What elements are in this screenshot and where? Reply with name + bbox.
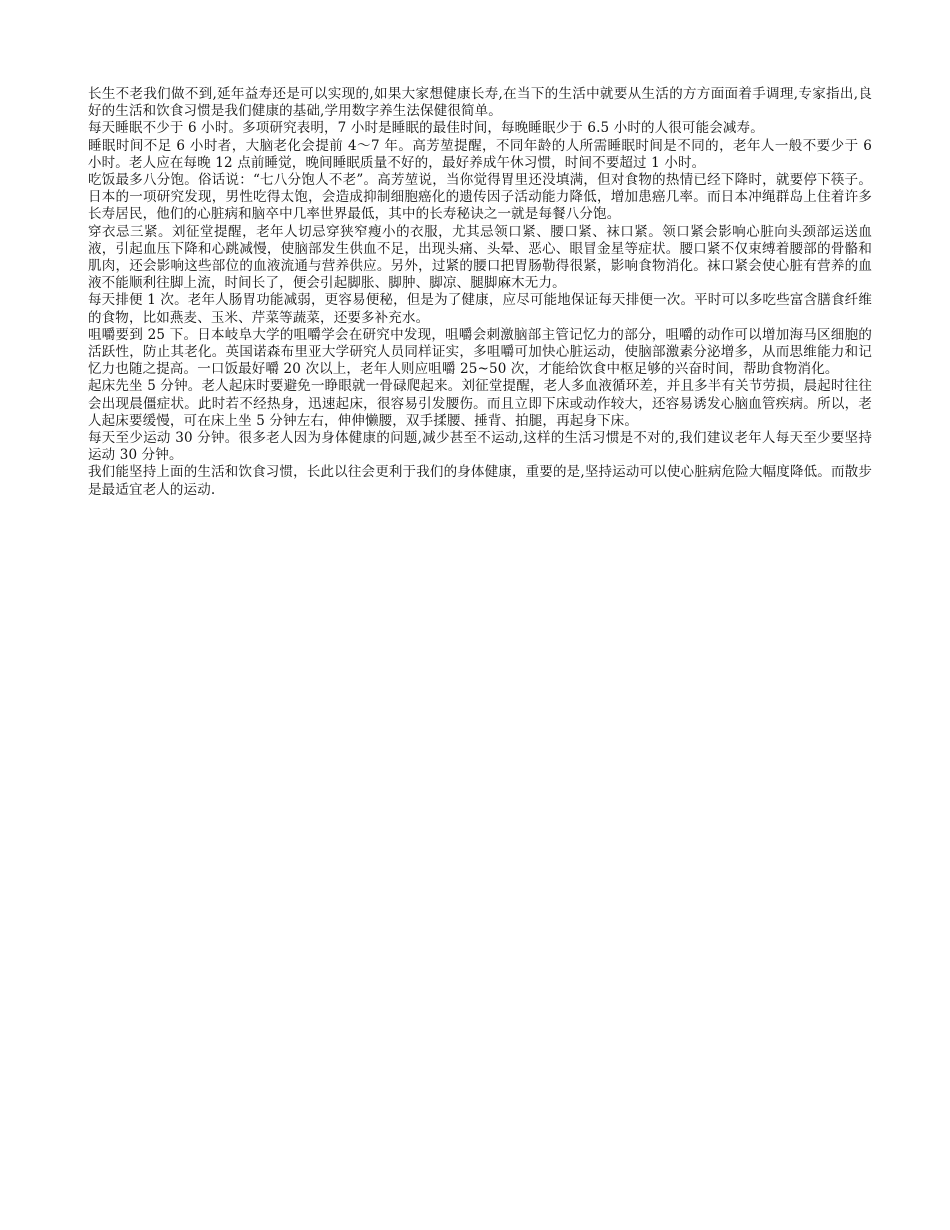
sleep-paragraph: 每天睡眠不少于 6 小时。多项研究表明，7 小时是睡眠的最佳时间，每晚睡眠少于 6.5 小时的人很可能会减寿。 [88,120,764,137]
bowel-paragraph: 每天排便 1 次。老年人肠胃功能减弱，更容易便秘，但是为了健康，应尽可能地保证每天排便一次。平时可以多吃些富含膳食纤维的食物，比如燕麦、玉米、芹菜等蔬菜，还要多补充水。 [88,292,872,326]
intro-paragraph: 长生不老我们做不到,延年益寿还是可以实现的,如果大家想健康长寿,在当下的生活中就要从生活的方方面面着手调理,专家指出,良好的生活和饮食习惯是我们健康的基础,学用数字养生法保健很简单。 [88,86,872,120]
chewing-paragraph: 咀嚼要到 25 下。日本岐阜大学的咀嚼学会在研究中发现，咀嚼会刺激脑部主管记忆力的部分，咀嚼的动作可以增加海马区细胞的活跃性，防止其老化。英国诺森布里亚大学研究人员同样证实，多咀嚼可加快心脏运动，使脑部激素分泌增多，从而思维能力和记忆力也随之提高。一口饭最好嚼 20 次以上，老年人则应咀嚼 25~50 次，才能给饮食中枢足够的兴奋时间，帮助食物消化。 [88,326,872,378]
clothing-paragraph: 穿衣忌三紧。刘征堂提醒，老年人切忌穿狭窄瘦小的衣服，尤其忌领口紧、腰口紧、袜口紧。领口紧会影响心脏向头颈部运送血液，引起血压下降和心跳减慢，使脑部发生供血不足，出现头痛、头晕、恶心、眼冒金星等症状。腰口紧不仅束缚着腰部的骨骼和肌肉，还会影响这些部位的血液流通与营养供应。另外，过紧的腰口把胃肠勒得很紧，影响食物消化。袜口紧会使心脏有营养的血液不能顺利往脚上流，时间长了，便会引起脚胀、脚肿、脚凉、腿脚麻木无力。 [88,223,872,292]
getting-up-paragraph: 起床先坐 5 分钟。老人起床时要避免一睁眼就一骨碌爬起来。刘征堂提醒，老人多血液循环差，并且多半有关节劳损，晨起时往往会出现晨僵症状。此时若不经热身，迅速起床，很容易引发腰伤。而且立即下床或动作较大，还容易诱发心脑血管疾病。所以，老人起床要缓慢，可在床上坐 5 分钟左右，伸伸懒腰，双手揉腰、捶背、拍腿，再起身下床。 [88,378,872,429]
exercise-paragraph: 每天至少运动 30 分钟。很多老人因为身体健康的问题,减少甚至不运动,这样的生活习惯是不对的,我们建议老年人每天至少要坚持运动 30 分钟。 [88,430,872,464]
sleep-detail-paragraph: 睡眠时间不足 6 小时者，大脑老化会提前 4～7 年。高芳堃提醒，不同年龄的人所需睡眠时间是不同的，老年人一般不要少于 6 小时。老人应在每晚 12 点前睡觉，晚间睡眠质量不好的，最好养成午休习惯，时间不要超过 1 小时。 [88,137,872,171]
document-body [88,86,872,499]
conclusion-paragraph: 我们能坚持上面的生活和饮食习惯，长此以往会更利于我们的身体健康，重要的是,坚持运动可以使心脏病危险大幅度降低。而散步是最适宜老人的运动. [88,464,872,498]
eating-paragraph: 吃饭最多八分饱。俗话说：“七八分饱人不老”。高芳堃说，当你觉得胃里还没填满，但对食物的热情已经下降时，就要停下筷子。日本的一项研究发现，男性吃得太饱，会造成抑制细胞癌化的遗传因子活动能力降低，增加患癌几率。而日本冲绳群岛上住着许多长寿居民，他们的心脏病和脑卒中几率世界最低，其中的长寿秘诀之一就是每餐八分饱。 [88,172,872,223]
